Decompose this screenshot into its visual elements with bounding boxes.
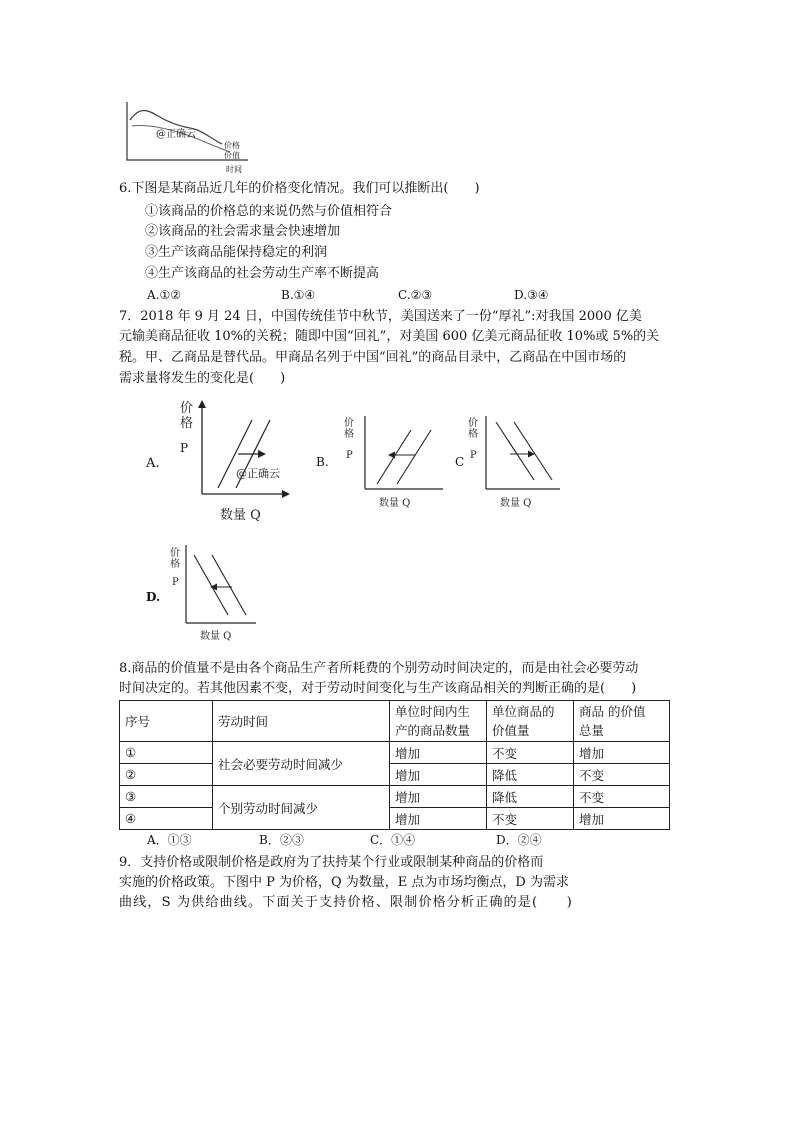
q6-item-4: ④生产该商品的社会劳动生产率不断提高 [145,266,380,281]
header-qty-line-1: 单位时间内生 [395,704,471,719]
cell-qty: 增加 [390,786,487,808]
q8-table [119,700,670,830]
q6-option-a[interactable]: A.①② [147,288,181,302]
header-no-text: 序号 [125,713,151,729]
q8-option-b[interactable]: B．②③ [259,833,304,847]
header-total [574,701,670,742]
graph-b-p-label: P [346,450,353,461]
q6-item-3: ③生产该商品能保持稳定的利润 [145,245,328,260]
shift-arrowhead [388,452,395,459]
graph-a-y-label-1: 价 [180,401,194,416]
graph-d-y-label-1: 价 [170,548,180,559]
fig6-watermark: @正确云 [156,129,196,140]
header-unit-line-2: 价值量 [492,723,530,738]
header-qty-line-2: 产的商品数量 [395,723,471,738]
demand-curve-2 [514,422,552,480]
table-row [120,808,670,830]
header-time [213,701,390,742]
q7-line-3: 税。甲、乙商品是替代品。甲商品名列于中国“回礼”的商品目录中，乙商品在中国市场的 [119,350,627,365]
graph-a-x-label: 数量 Q [220,508,261,523]
q6-option-b[interactable]: B.①④ [281,288,316,302]
q6-option-c[interactable]: C.②③ [398,288,433,302]
fig6-price-label: 价格 [224,141,240,150]
cell-qty: 增加 [390,764,487,786]
header-total-line-1: 商品 的价值 [579,704,646,719]
q8-option-a[interactable]: A．①③ [147,833,192,847]
q7-graph-a[interactable] [168,398,300,526]
graph-d-x-label: 数量 Q [200,631,232,642]
graph-b-y-label-2: 格 [344,429,354,440]
header-no [120,701,213,742]
axis-x-arrow [282,490,290,498]
q8-line-1: 8.商品的价值量不是由各个商品生产者所耗费的个别劳动时间决定的，而是由社会必要劳动 [119,661,639,676]
graph-c-p-label: P [470,450,477,461]
header-qty [390,701,487,742]
q9-line-1: 9．支持价格或限制价格是政府为了扶持某个行业或限制某种商品的价格而 [119,855,544,870]
table-row [120,786,670,808]
cell-qty: 增加 [390,808,487,830]
cell-no: ④ [120,808,213,830]
price-trend-figure [118,98,258,176]
graph-c-y-label-2: 格 [468,429,478,440]
q6-option-d[interactable]: D.③④ [514,288,549,302]
cell-total: 增加 [574,808,670,830]
graph-d-p-label: P [172,577,179,588]
cell-total: 不变 [574,786,670,808]
header-time-text: 劳动时间 [218,713,269,729]
graph-c-y-label-1: 价 [468,418,478,429]
q6-stem: 6.下图是某商品近几年的价格变化情况。我们可以推断出( ) [119,181,480,196]
q6-item-1: ①该商品的价格总的来说仍然与价值相符合 [145,204,393,219]
cell-unit: 降低 [487,764,574,786]
header-total-line-2: 总量 [579,723,605,738]
q7-option-c-letter[interactable]: C [455,455,465,469]
axis-y-arrow [198,400,206,408]
q9-line-2: 实施的价格政策。下图中 P 为价格，Q 为数量，E 点为市场均衡点，D 为需求 [119,875,569,890]
demand-curve-1 [194,555,228,615]
graph-a-p-label: P [180,441,189,455]
header-unit-line-1: 单位商品的 [492,704,555,719]
graph-b-x-label: 数量 Q [379,498,411,509]
graph-b-y-label-1: 价 [344,418,354,429]
q7-line-1: 7．2018 年 9 月 24 日，中国传统佳节中秋节，美国送来了一份“厚礼”:对我国 2000 亿美 [119,309,642,324]
demand-curve-2 [212,555,246,615]
cell-unit: 降低 [487,786,574,808]
q7-graph-c[interactable] [466,412,576,512]
cell-no: ③ [120,786,213,808]
graph-d-y-label-2: 格 [170,559,180,570]
graph-a-watermark: @正确云 [236,467,280,480]
q7-option-b-letter[interactable]: B. [316,455,329,469]
q6-item-2: ②该商品的社会需求量会快速增加 [145,224,341,239]
q7-option-d-letter[interactable]: D. [146,590,161,604]
table-header-row [120,701,670,742]
cell-total: 增加 [574,742,670,764]
table-row [120,742,670,764]
cell-no: ② [120,764,213,786]
fig6-time-label: 时间 [226,165,242,174]
graph-c-x-label: 数量 Q [500,498,532,509]
q7-graph-d[interactable] [168,541,268,645]
q8-option-d[interactable]: D．②④ [496,833,542,847]
fig6-value-label: 价值 [224,151,240,160]
table-row [120,764,670,786]
demand-curve-2 [397,430,431,484]
q8-option-c[interactable]: C．①④ [370,833,416,847]
q7-line-2: 元输美商品征收 10%的关税；随即中国“回礼”，对美国 600 亿美元商品征收 10%或 5%的关 [119,329,660,344]
q7-graph-b[interactable] [341,412,451,512]
q8-line-2: 时间决定的。若其他因素不变，对于劳动时间变化与生产该商品相关的判断正确的是( ) [119,681,637,696]
cell-time: 社会必要劳动时间减少 [213,742,390,786]
header-unit [487,701,574,742]
cell-total: 不变 [574,764,670,786]
cell-qty: 增加 [390,742,487,764]
cell-time: 个别劳动时间减少 [213,786,390,830]
q9-line-3: 曲线，S 为供给曲线。下面关于支持价格、限制价格分析正确的是( ) [119,895,573,910]
shift-arrowhead [258,450,266,458]
cell-unit: 不变 [487,742,574,764]
q7-option-a-letter[interactable]: A. [146,456,160,471]
cell-no: ① [120,742,213,764]
cell-unit: 不变 [487,808,574,830]
q7-line-4: 需求量将发生的变化是( ) [119,371,286,386]
graph-a-y-label-2: 格 [180,416,194,431]
